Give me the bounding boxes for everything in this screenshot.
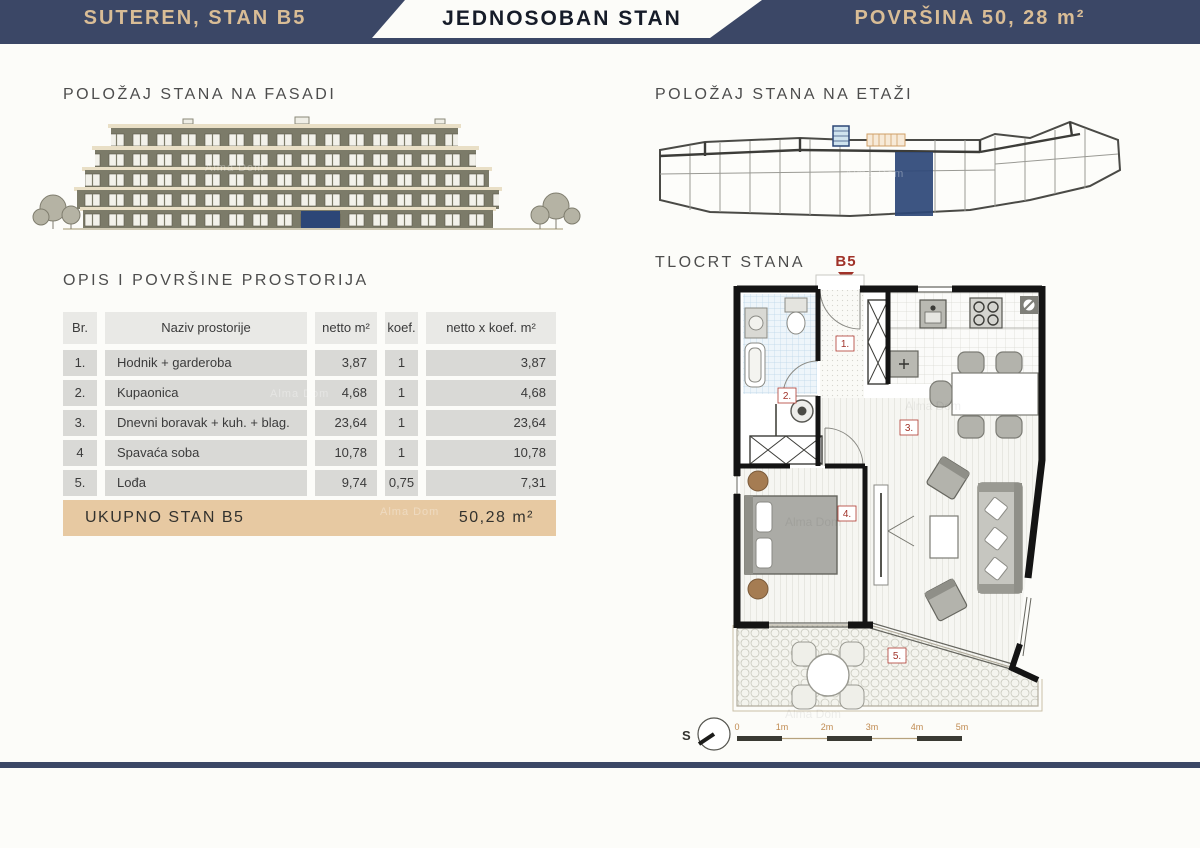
facade-elevation-drawing	[33, 110, 593, 238]
col-header-netto: netto m²	[315, 312, 377, 344]
table-cell-br: 4	[63, 440, 97, 466]
table-header-row	[63, 312, 556, 344]
table-cell-naziv: Spavaća soba	[105, 440, 307, 466]
svg-text:4m: 4m	[910, 722, 924, 732]
header-area-title: POVRŠINA 50, 28 m²	[854, 7, 1086, 29]
watermark-text: Alma Dom	[380, 506, 440, 518]
stove	[970, 298, 1002, 328]
table-cell-koef: 1	[385, 350, 418, 376]
table-row	[63, 410, 556, 436]
room-label-4: 4.	[842, 509, 852, 520]
table-cell-num: 10,78	[315, 440, 377, 466]
total-label: UKUPNO STAN B5	[85, 509, 245, 526]
header-type-title: JEDNOSOBAN STAN	[442, 7, 682, 30]
room-label-1: 1.	[840, 339, 850, 350]
total-value: 50,28 m²	[458, 509, 534, 526]
table-row	[63, 380, 556, 406]
col-header-total: netto x koef. m²	[426, 312, 556, 344]
compass-south-label: S	[682, 728, 691, 743]
bedroom-wardrobe	[750, 436, 822, 464]
nightstand-top	[748, 471, 768, 491]
facade-section-title: POLOŽAJ STANA NA FASADI	[63, 86, 337, 103]
table-cell-koef: 0,75	[385, 470, 418, 496]
table-cell-total: 10,78	[426, 440, 556, 466]
right-trees	[531, 193, 580, 229]
svg-text:1m: 1m	[775, 722, 789, 732]
svg-text:Alma Dom: Alma Dom	[905, 399, 962, 413]
table-cell-koef: 1	[385, 380, 418, 406]
table-section-title: OPIS I POVRŠINE PROSTORIJA	[63, 272, 369, 289]
toilet-bowl	[787, 312, 805, 334]
table-cell-naziv: Dnevni boravak + kuh. + blag.	[105, 410, 307, 436]
hall-closet	[868, 300, 888, 384]
watermark-text: Alma Dom	[845, 168, 905, 180]
table-cell-koef: 1	[385, 410, 418, 436]
highlighted-unit-etaz	[895, 152, 933, 216]
room-label-3: 3.	[904, 423, 914, 434]
svg-text:Alma Dom: Alma Dom	[785, 515, 842, 529]
scale-labels	[734, 722, 968, 732]
etaz-keyplan-drawing	[650, 112, 1145, 240]
table-cell-total: 3,87	[426, 350, 556, 376]
stair-hatch	[867, 134, 905, 146]
table-cell-num: 23,64	[315, 410, 377, 436]
watermark-text: Alma Dom	[270, 388, 330, 400]
kitchen-column	[890, 351, 918, 377]
room-label-2: 2.	[782, 391, 792, 402]
areas-table	[63, 312, 556, 500]
boiler	[1020, 296, 1038, 314]
table-cell-num: 4,68	[315, 380, 377, 406]
bed	[745, 496, 837, 574]
apartment-floorplan-drawing	[682, 248, 1090, 760]
compass	[682, 718, 730, 750]
table-cell-num: 9,74	[315, 470, 377, 496]
table-cell-koef: 1	[385, 440, 418, 466]
left-trees	[33, 195, 80, 229]
table-cell-naziv: Kupaonica	[105, 380, 307, 406]
svg-text:5m: 5m	[955, 722, 969, 732]
plan-section-title: TLOCRT STANA	[655, 254, 806, 271]
sofa	[978, 483, 1022, 593]
room-label-5: 5.	[892, 651, 902, 662]
col-header-br: Br.	[63, 312, 97, 344]
footer-rule	[0, 762, 1200, 768]
col-header-naziv: Naziv prostorije	[105, 312, 307, 344]
table-cell-total: 7,31	[426, 470, 556, 496]
table-cell-br: 3.	[63, 410, 97, 436]
header-unit-title: SUTEREN, STAN B5	[83, 7, 307, 29]
svg-text:2m: 2m	[820, 722, 834, 732]
nightstand-bottom	[748, 579, 768, 599]
col-header-koef: koef.	[385, 312, 418, 344]
table-cell-total: 4,68	[426, 380, 556, 406]
scale-bar	[734, 722, 968, 741]
table-row	[63, 470, 556, 496]
watermark-text: Alma Dom	[205, 162, 265, 174]
table-cell-naziv: Hodnik + garderoba	[105, 350, 307, 376]
table-rows	[63, 350, 556, 496]
header-underline	[0, 38, 1200, 44]
table-cell-naziv: Lođa	[105, 470, 307, 496]
ground-line	[63, 228, 563, 230]
table-cell-br: 5.	[63, 470, 97, 496]
table-cell-num: 3,87	[315, 350, 377, 376]
roof-details	[183, 117, 445, 124]
highlighted-unit-facade	[301, 211, 340, 228]
table-cell-br: 2.	[63, 380, 97, 406]
toilet-tank	[785, 298, 807, 312]
table-total-bar	[63, 500, 556, 536]
unit-pointer-label: B5	[835, 253, 857, 270]
svg-text:Alma Dom: Alma Dom	[785, 707, 842, 721]
table-cell-br: 1.	[63, 350, 97, 376]
svg-text:0: 0	[734, 722, 740, 732]
table-row	[63, 350, 556, 376]
unit-pointer	[816, 253, 864, 288]
svg-text:3m: 3m	[865, 722, 879, 732]
table-cell-total: 23,64	[426, 410, 556, 436]
coffee-table	[930, 516, 958, 558]
table-row	[63, 440, 556, 466]
etaz-section-title: POLOŽAJ STANA NA ETAŽI	[655, 86, 914, 103]
stairwell-marker	[833, 126, 849, 146]
